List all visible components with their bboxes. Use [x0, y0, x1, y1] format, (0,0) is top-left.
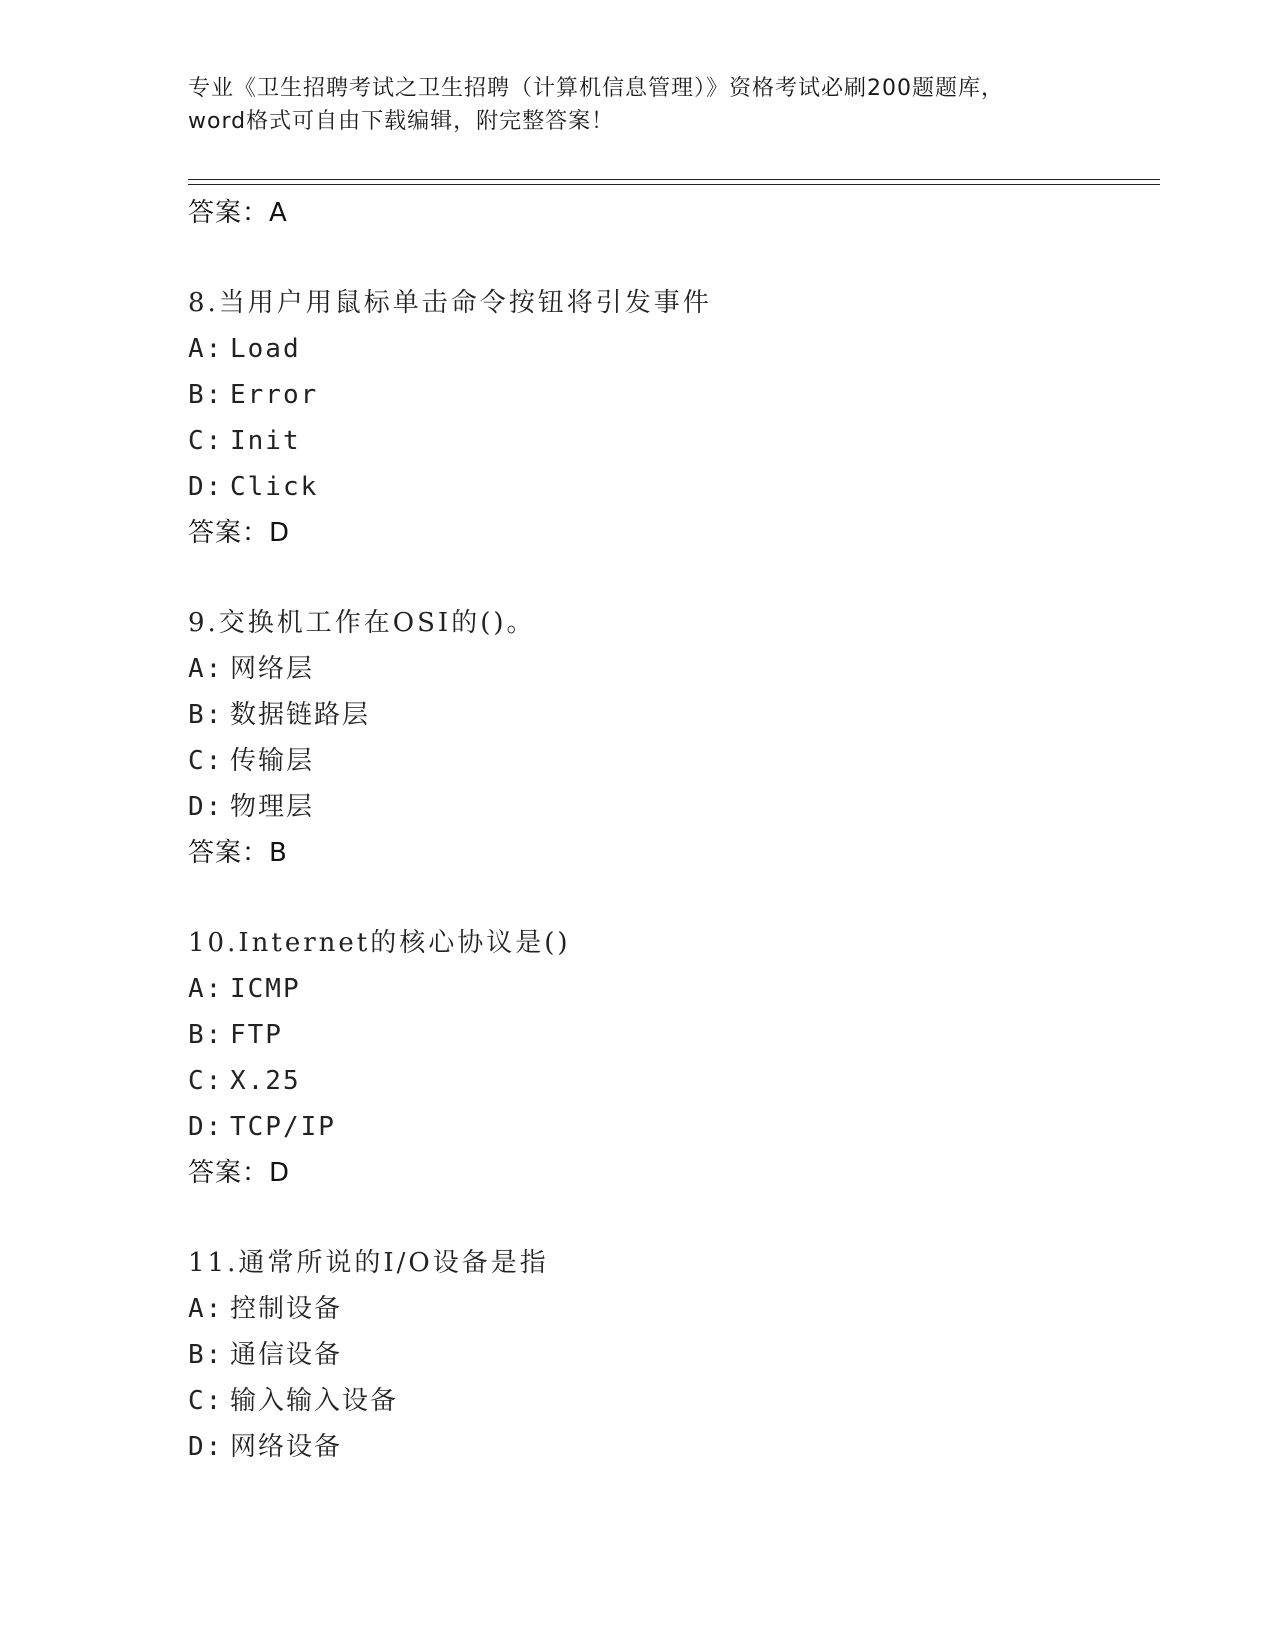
- option-key: B:: [188, 700, 224, 730]
- option-text: TCP/IP: [230, 1112, 336, 1142]
- answer-option: [188, 326, 1148, 372]
- answer-option: [188, 372, 1148, 418]
- option-key: B:: [188, 380, 224, 410]
- answer-option: [188, 1332, 1148, 1378]
- answer-option: [188, 738, 1148, 784]
- header-title-line-1: 专业《卫生招聘考试之卫生招聘（计算机信息管理）》资格考试必刷200题题库，: [188, 76, 1004, 101]
- option-key: D:: [188, 1112, 224, 1142]
- option-text: Load: [230, 334, 301, 364]
- answer-option: [188, 418, 1148, 464]
- option-key: D:: [188, 472, 224, 502]
- answer-option: [188, 1058, 1148, 1104]
- answer-option: [188, 1378, 1148, 1424]
- answer-line: [188, 1150, 1148, 1196]
- option-key: D:: [188, 792, 224, 822]
- question-text: 10.Internet的核心协议是(): [188, 928, 571, 958]
- option-text: 物理层: [230, 792, 315, 822]
- answer-option: [188, 1012, 1148, 1058]
- option-text: Error: [230, 380, 319, 410]
- option-key: C:: [188, 426, 224, 456]
- answer-value: D: [269, 1158, 291, 1188]
- answer-option: [188, 784, 1148, 830]
- answer-value: B: [269, 838, 288, 868]
- option-key: A:: [188, 334, 224, 364]
- answer-option: [188, 966, 1148, 1012]
- answer-line: [188, 830, 1148, 876]
- option-text: 传输层: [230, 746, 315, 776]
- option-key: C:: [188, 1066, 224, 1096]
- answer-value: A: [269, 198, 288, 228]
- question-text: 11.通常所说的I/O设备是指: [188, 1248, 549, 1278]
- option-text: FTP: [230, 1020, 283, 1050]
- option-text: 输入输入设备: [230, 1386, 399, 1416]
- header-title-line-2: word格式可自由下载编辑，附完整答案！: [188, 109, 615, 134]
- header-divider-top: [188, 179, 1160, 180]
- question-list: [188, 190, 1148, 1470]
- option-text: 网络设备: [230, 1432, 343, 1462]
- option-key: A:: [188, 1294, 224, 1324]
- answer-option: [188, 1424, 1148, 1470]
- answer-label: 答案：: [188, 198, 270, 228]
- option-key: A:: [188, 654, 224, 684]
- option-text: X.25: [230, 1066, 301, 1096]
- leading-answer: [188, 190, 1148, 236]
- answer-label: 答案：: [188, 838, 270, 868]
- option-key: B:: [188, 1340, 224, 1370]
- question-text: 9.交换机工作在OSI的()。: [188, 608, 536, 638]
- answer-option: [188, 464, 1148, 510]
- answer-label: 答案：: [188, 1158, 270, 1188]
- document-header: [188, 72, 1088, 138]
- option-text: Init: [230, 426, 301, 456]
- option-text: ICMP: [230, 974, 301, 1004]
- question-text: 8.当用户用鼠标单击命令按钮将引发事件: [188, 288, 712, 318]
- answer-option: [188, 646, 1148, 692]
- question-block: [188, 280, 1148, 556]
- option-text: 通信设备: [230, 1340, 343, 1370]
- option-text: 网络层: [230, 654, 315, 684]
- option-key: B:: [188, 1020, 224, 1050]
- option-text: 控制设备: [230, 1294, 343, 1324]
- question-block: [188, 600, 1148, 876]
- question-block: [188, 1240, 1148, 1470]
- option-key: C:: [188, 1386, 224, 1416]
- answer-option: [188, 1286, 1148, 1332]
- answer-option: [188, 692, 1148, 738]
- answer-value: D: [269, 518, 291, 548]
- option-key: A:: [188, 974, 224, 1004]
- question-block: [188, 920, 1148, 1196]
- answer-option: [188, 1104, 1148, 1150]
- option-text: 数据链路层: [230, 700, 371, 730]
- option-text: Click: [230, 472, 319, 502]
- answer-line: [188, 510, 1148, 556]
- header-divider-bottom: [188, 184, 1160, 185]
- option-key: C:: [188, 746, 224, 776]
- answer-label: 答案：: [188, 518, 270, 548]
- option-key: D:: [188, 1432, 224, 1462]
